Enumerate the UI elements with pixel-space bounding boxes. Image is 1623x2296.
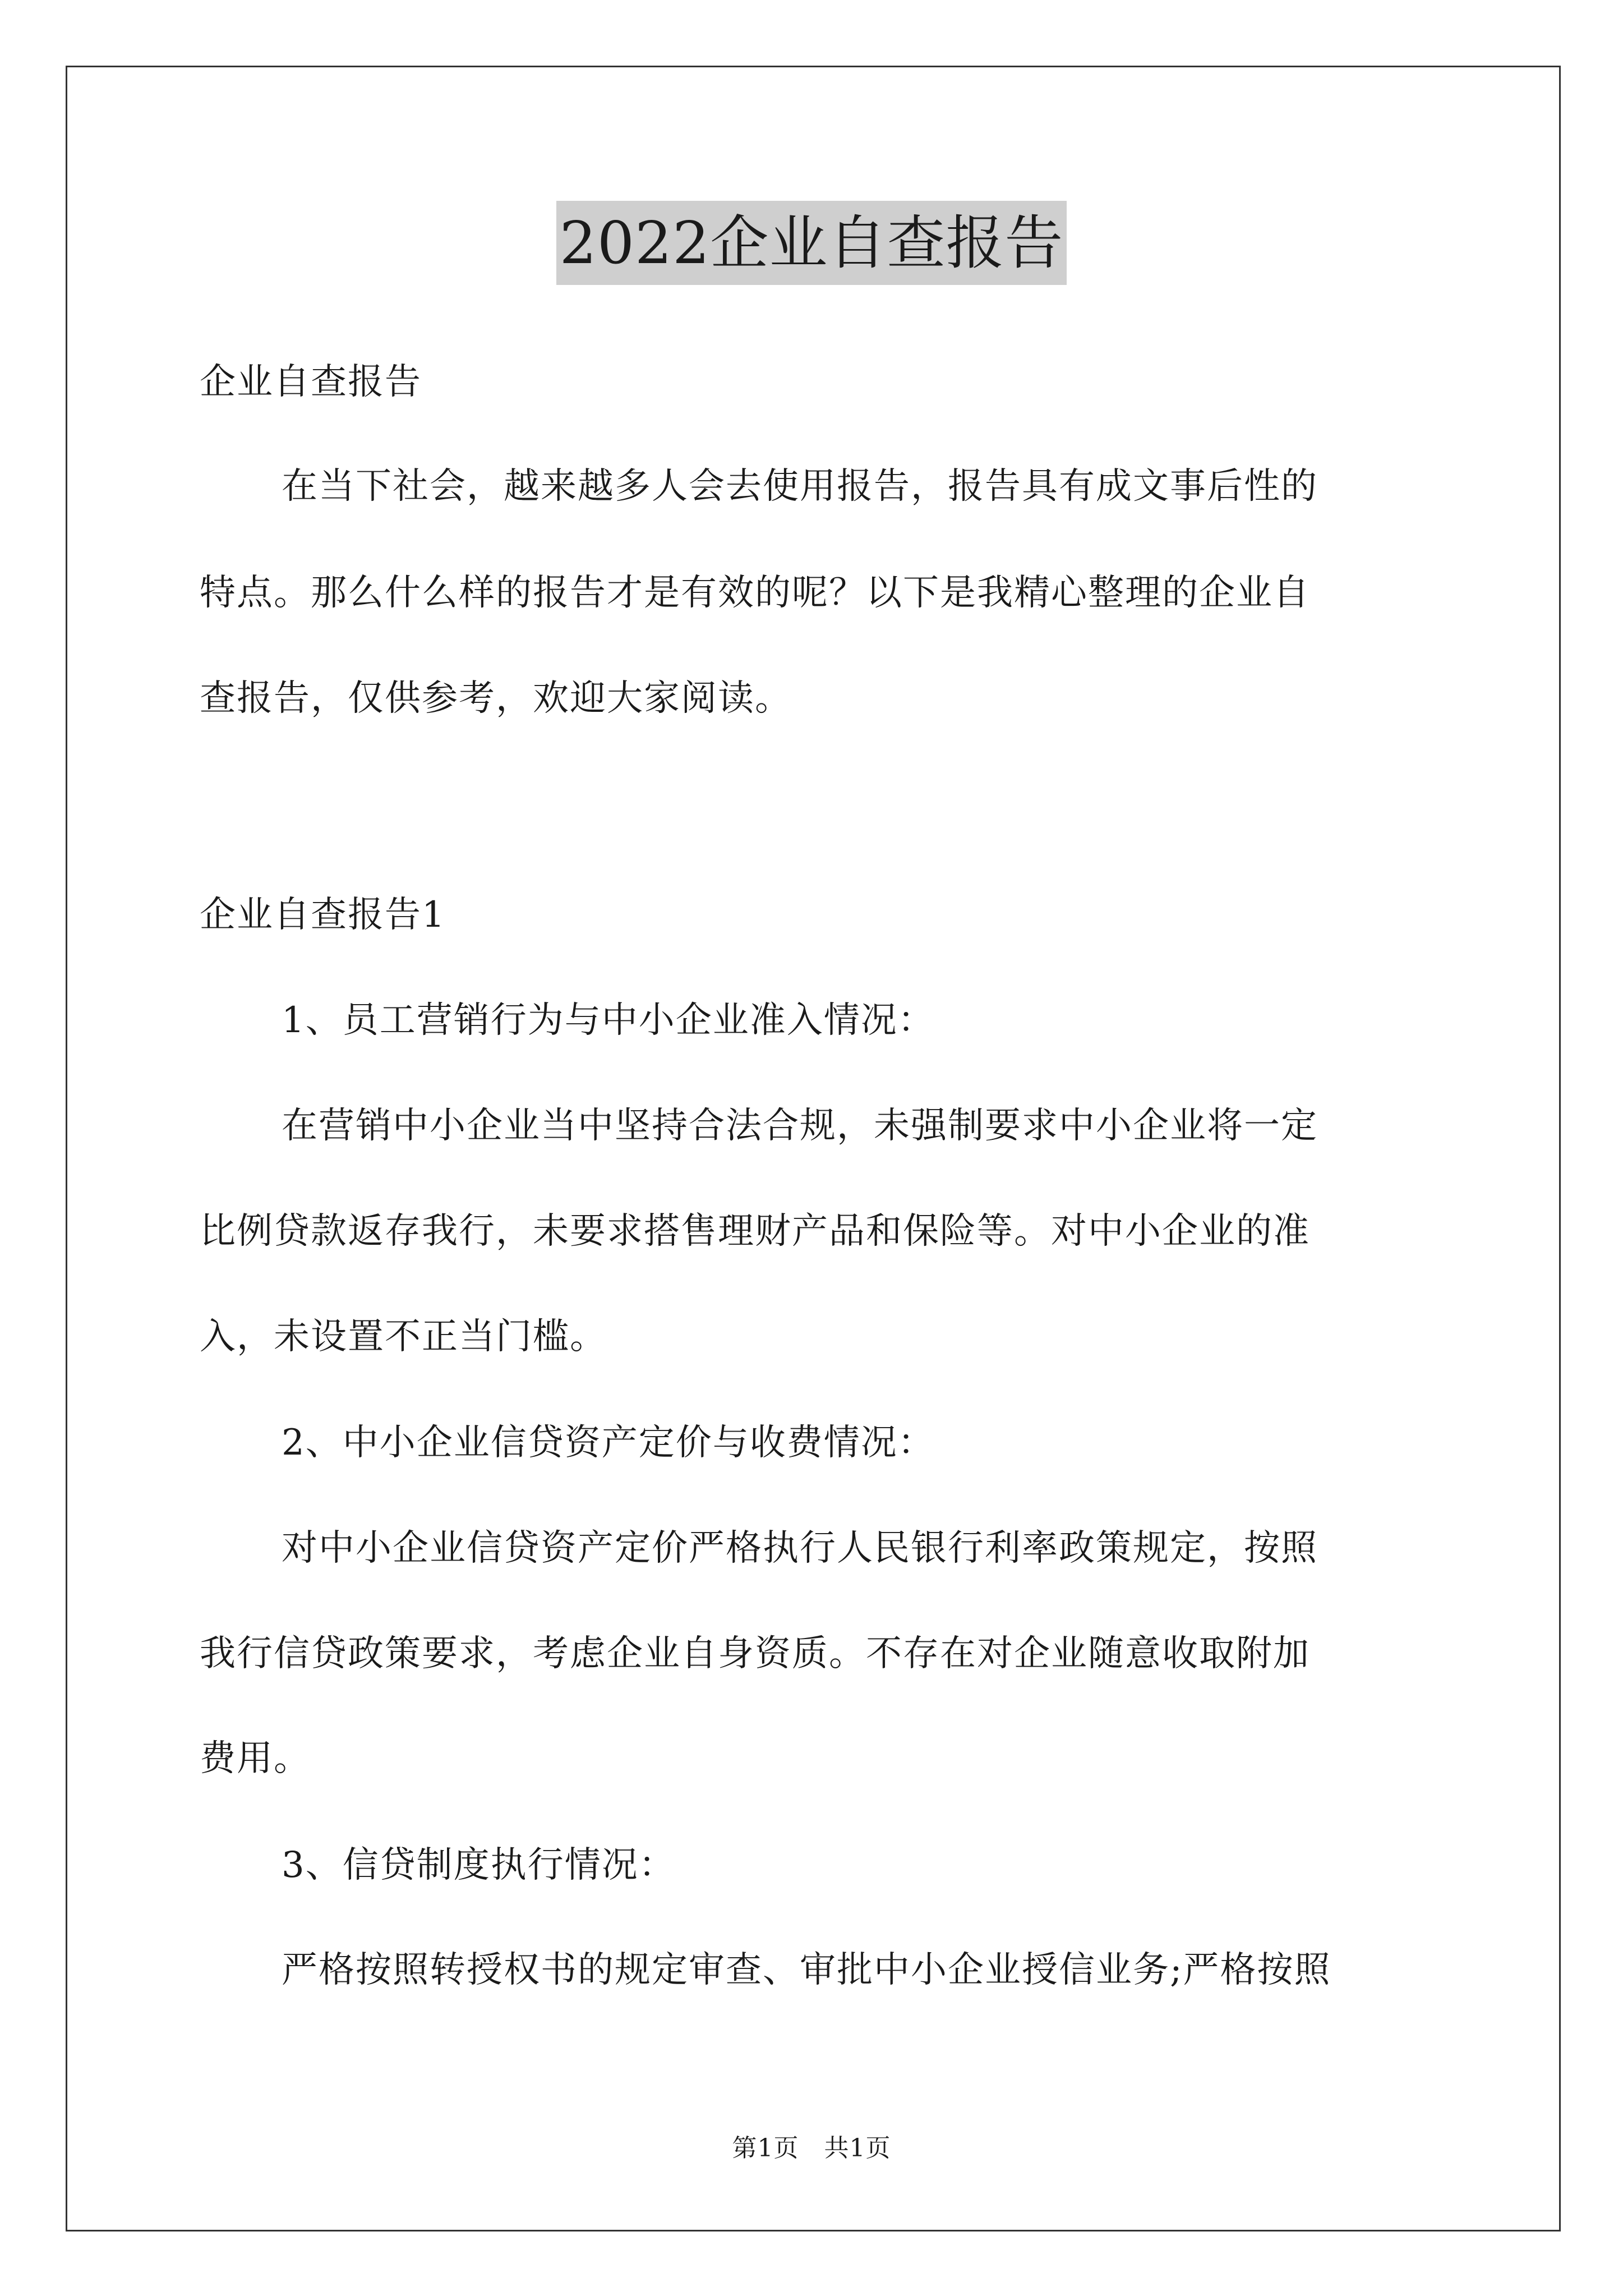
document-subtitle: 企业自查报告	[200, 361, 422, 403]
document-title: 2022企业自查报告	[556, 201, 1067, 285]
intro-line-3: 查报告，仅供参考，欢迎大家阅读。	[200, 678, 792, 719]
item-1-heading: 1、员工营销行为与中小企业准入情况：	[282, 1000, 935, 1041]
item-1-line-3: 入，未设置不正当门槛。	[200, 1316, 607, 1358]
item-3-line-1: 严格按照转授权书的规定审查、审批中小企业授信业务;严格按照	[282, 1949, 1331, 1991]
title-container	[0, 201, 1623, 285]
item-2-line-3: 费用。	[200, 1738, 311, 1779]
item-2-heading: 2、中小企业信贷资产定价与收费情况：	[282, 1422, 935, 1464]
item-3-heading: 3、信贷制度执行情况：	[282, 1844, 676, 1886]
intro-line-2: 特点。那么什么样的报告才是有效的呢？以下是我精心整理的企业自	[200, 572, 1310, 614]
section-heading: 企业自查报告1	[200, 894, 446, 936]
item-1-line-1: 在营销中小企业当中坚持合法合规，未强制要求中小企业将一定	[282, 1105, 1318, 1147]
item-2-line-1: 对中小企业信贷资产定价严格执行人民银行利率政策规定，按照	[282, 1527, 1318, 1569]
intro-line-1: 在当下社会，越来越多人会去使用报告，报告具有成文事后性的	[282, 466, 1318, 507]
item-2-line-2: 我行信贷政策要求，考虑企业自身资质。不存在对企业随意收取附加	[200, 1633, 1310, 1674]
item-1-line-2: 比例贷款返存我行，未要求搭售理财产品和保险等。对中小企业的准	[200, 1211, 1310, 1252]
page-footer: 第1页 共1页	[732, 2134, 891, 2162]
